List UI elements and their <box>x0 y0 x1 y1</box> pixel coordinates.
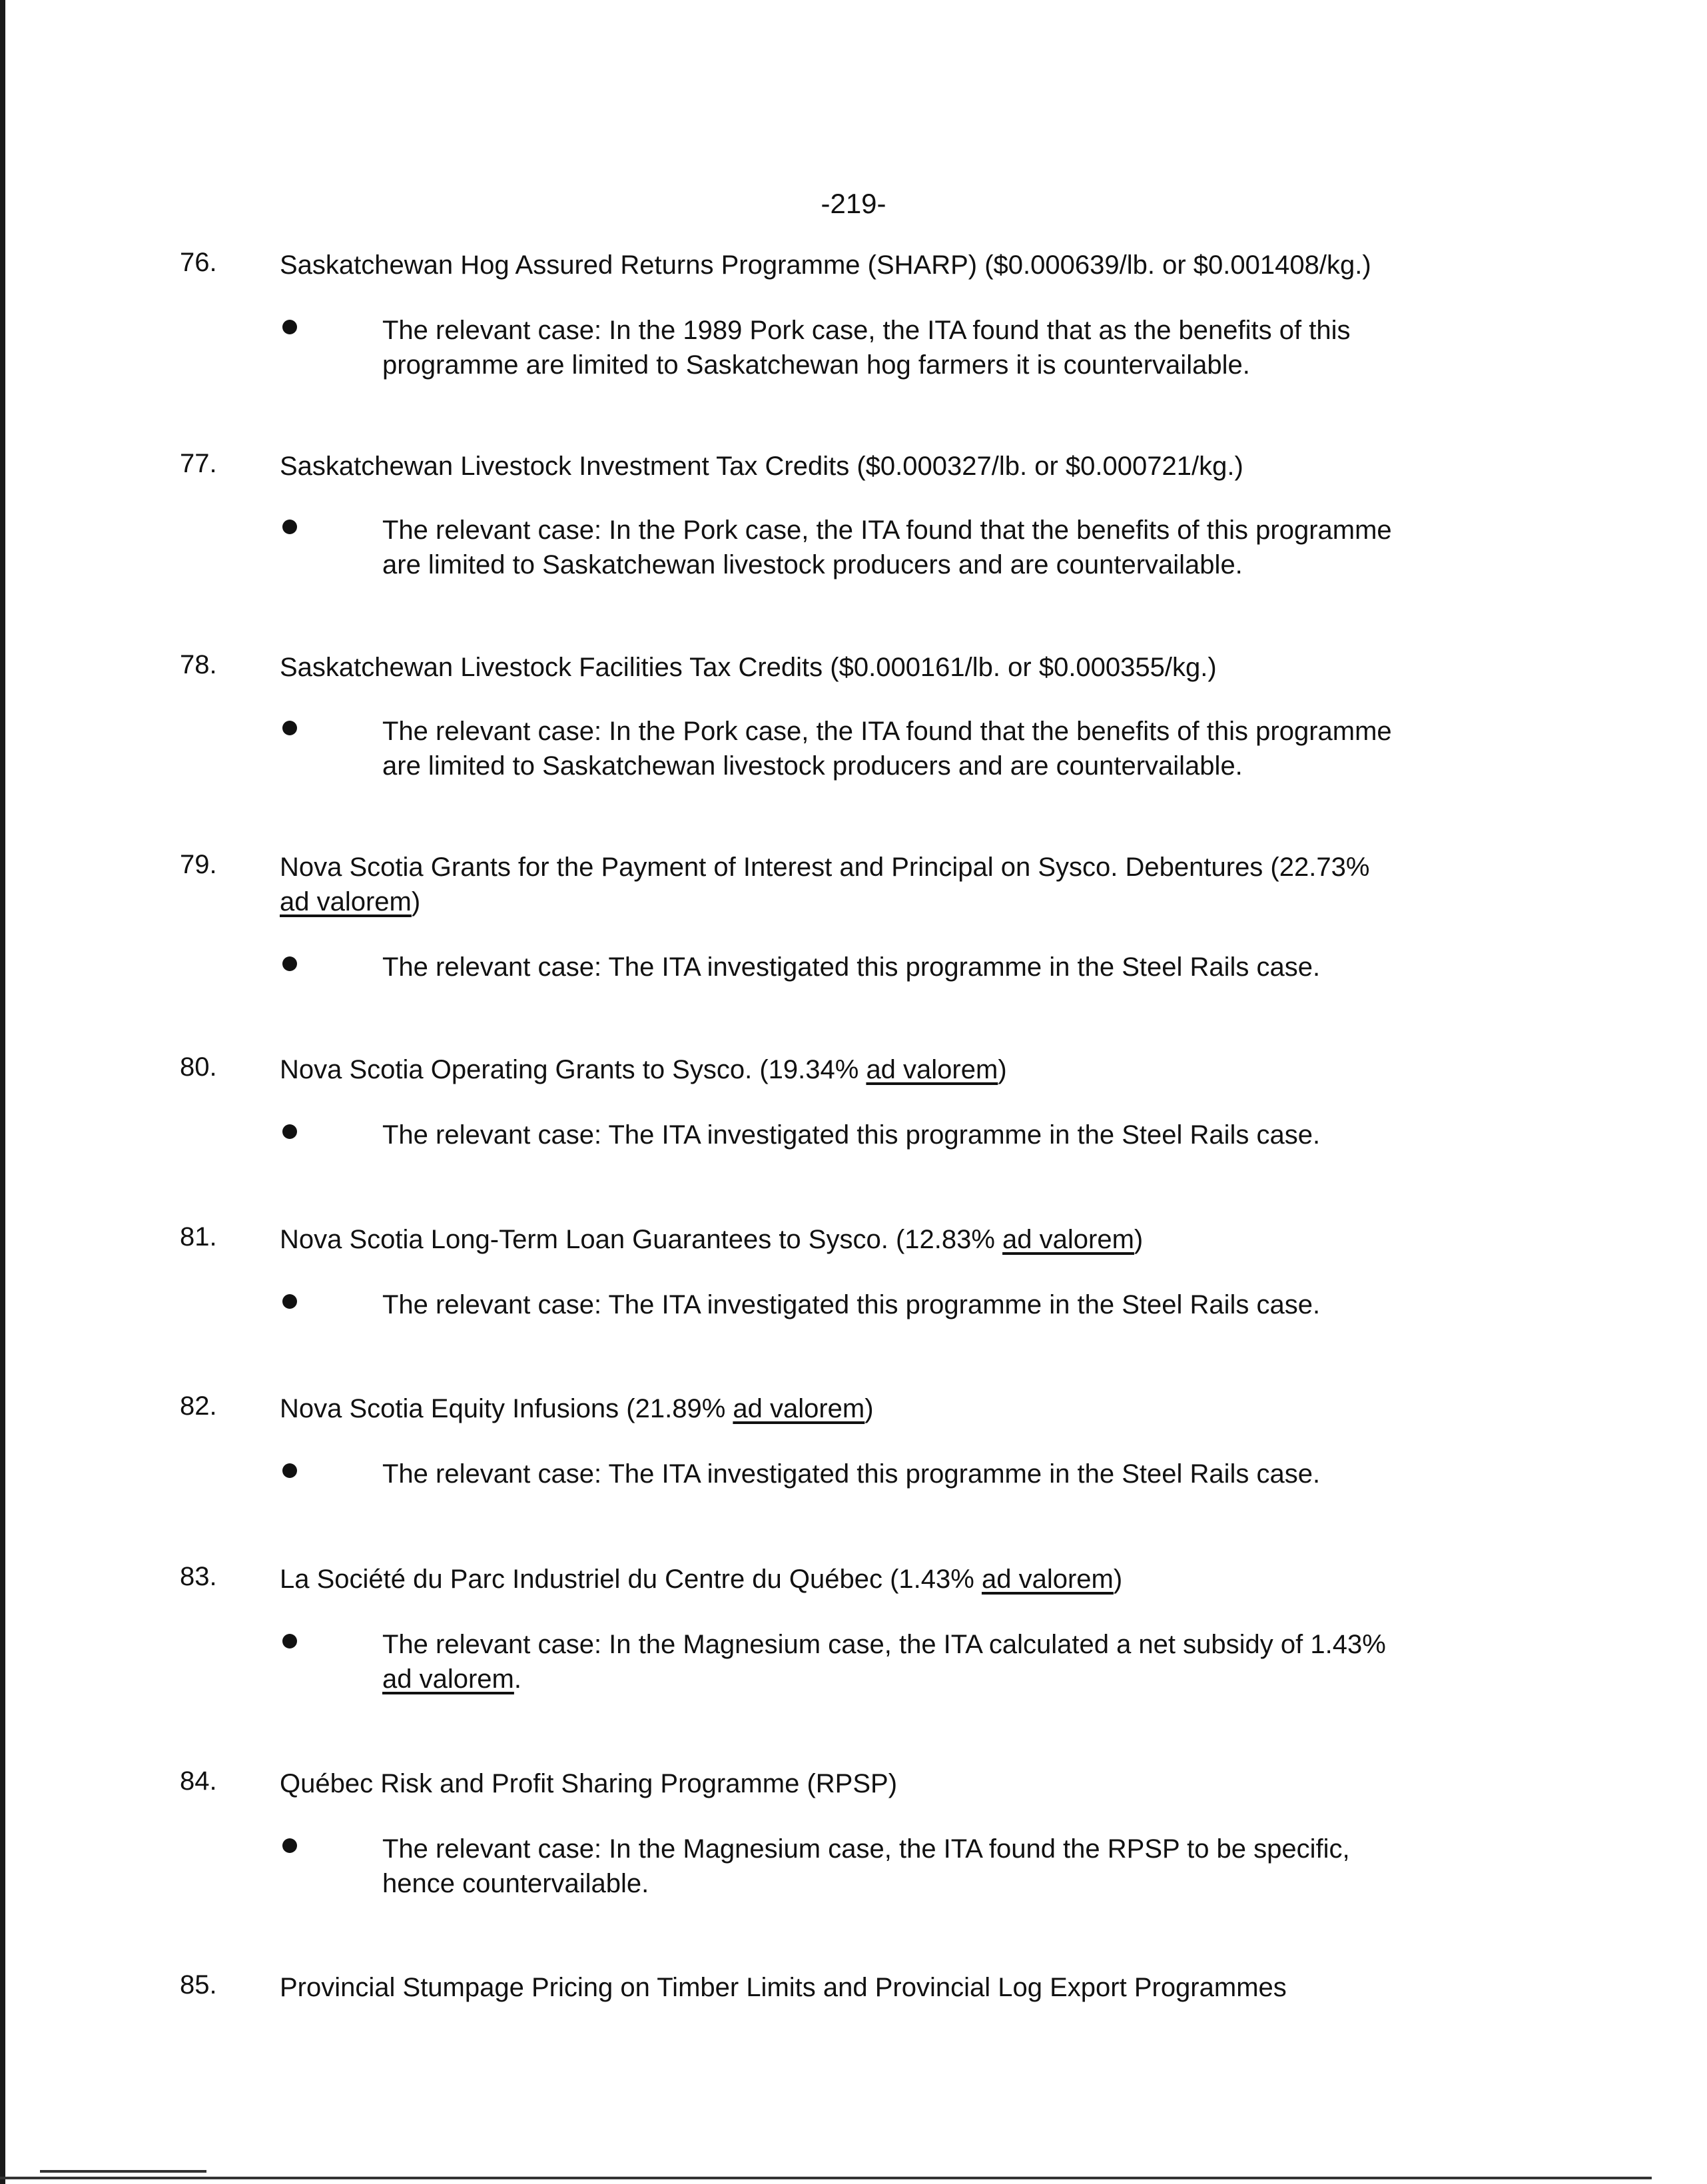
heading-close: ) <box>1113 1565 1123 1594</box>
item-number: 81. <box>180 1222 217 1252</box>
scan-bottom-edge <box>0 2177 1652 2179</box>
item-heading: Saskatchewan Hog Assured Returns Programme (SHARP) ($0.000639/lb. or $0.001408/kg.) <box>280 250 1371 280</box>
bullet-text: The relevant case: The ITA investigated this programme in the Steel Rails case. <box>382 1290 1321 1319</box>
heading-close: ) <box>864 1394 874 1423</box>
bullet-icon <box>282 320 297 334</box>
bullet-text <box>382 1627 1501 1696</box>
heading-close: ) <box>411 887 421 916</box>
heading-close: ) <box>998 1055 1007 1084</box>
ad-valorem-term: ad valorem <box>981 1565 1114 1594</box>
ad-valorem-term: ad valorem <box>382 1664 514 1694</box>
item-heading <box>280 1222 1505 1257</box>
bullet-line: The relevant case: In the Pork case, the ITA found that the benefits of this programme <box>382 717 1392 746</box>
bullet-line: The relevant case: In the Pork case, the ITA found that the benefits of this programme <box>382 516 1392 545</box>
item-number: 84. <box>180 1766 217 1796</box>
item-heading: Saskatchewan Livestock Facilities Tax Credits ($0.000161/lb. or $0.000355/kg.) <box>280 653 1217 682</box>
heading-text: Nova Scotia Operating Grants to Sysco. (19.34% <box>280 1055 866 1084</box>
item-heading: Québec Risk and Profit Sharing Programme (RPSP) <box>280 1769 898 1798</box>
heading-close: ) <box>1134 1225 1144 1254</box>
bullet-text: The relevant case: The ITA investigated this programme in the Steel Rails case. <box>382 1120 1321 1150</box>
bullet-end: . <box>513 1664 521 1694</box>
item-heading <box>280 1052 1505 1087</box>
ad-valorem-term: ad valorem <box>1002 1225 1134 1254</box>
item-heading: Saskatchewan Livestock Investment Tax Credits ($0.000327/lb. or $0.000721/kg.) <box>280 452 1243 481</box>
bullet-text: The relevant case: The ITA investigated this programme in the Steel Rails case. <box>382 952 1321 982</box>
heading-text: La Société du Parc Industriel du Centre du Québec (1.43% <box>280 1565 982 1594</box>
bullet-icon <box>282 721 297 735</box>
bullet-icon <box>282 956 297 971</box>
item-number: 82. <box>180 1391 217 1421</box>
bullet-text <box>382 313 1501 382</box>
bullet-icon <box>282 1634 297 1648</box>
item-heading: Provincial Stumpage Pricing on Timber Limits and Provincial Log Export Programmes <box>280 1973 1287 2002</box>
bullet-text <box>382 1832 1501 1901</box>
item-number: 83. <box>180 1562 217 1591</box>
ad-valorem-term: ad valorem <box>280 887 412 916</box>
item-number: 76. <box>180 248 217 277</box>
bullet-text <box>382 513 1501 582</box>
bullet-line: The relevant case: In the Magnesium case, the ITA found the RPSP to be specific, <box>382 1834 1350 1864</box>
item-heading <box>280 850 1505 919</box>
bullet-icon <box>282 1294 297 1309</box>
bullet-line: The relevant case: In the 1989 Pork case, the ITA found that as the benefits of this <box>382 316 1351 345</box>
heading-line: Nova Scotia Grants for the Payment of Interest and Principal on Sysco. Debentures (22.73% <box>280 853 1370 882</box>
heading-line <box>280 885 1505 919</box>
heading-text: Nova Scotia Long-Term Loan Guarantees to Sysco. (12.83% <box>280 1225 1003 1254</box>
item-number: 85. <box>180 1970 217 2000</box>
bullet-icon <box>282 1838 297 1853</box>
item-number: 79. <box>180 850 217 879</box>
bullet-text <box>382 714 1501 783</box>
bullet-icon <box>282 1463 297 1478</box>
heading-text: Nova Scotia Equity Infusions (21.89% <box>280 1394 733 1423</box>
bullet-icon <box>282 520 297 534</box>
item-heading <box>280 1562 1505 1597</box>
scan-bottom-mark <box>40 2170 206 2173</box>
page-number: -219- <box>821 188 886 219</box>
item-number: 80. <box>180 1052 217 1082</box>
bullet-line: are limited to Saskatchewan livestock producers and are countervailable. <box>382 550 1243 579</box>
item-heading <box>280 1391 1505 1426</box>
bullet-text: The relevant case: The ITA investigated this programme in the Steel Rails case. <box>382 1459 1321 1489</box>
ad-valorem-term: ad valorem <box>733 1394 865 1423</box>
bullet-line: programme are limited to Saskatchewan hog farmers it is countervailable. <box>382 350 1250 380</box>
bullet-icon <box>282 1124 297 1139</box>
bullet-line <box>382 1662 1501 1696</box>
bullet-line: The relevant case: In the Magnesium case, the ITA calculated a net subsidy of 1.43% <box>382 1630 1386 1659</box>
bullet-line: hence countervailable. <box>382 1869 649 1898</box>
item-number: 77. <box>180 449 217 478</box>
item-number: 78. <box>180 650 217 679</box>
ad-valorem-term: ad valorem <box>866 1055 998 1084</box>
bullet-line: are limited to Saskatchewan livestock producers and are countervailable. <box>382 751 1243 781</box>
scan-left-edge <box>0 0 5 2184</box>
